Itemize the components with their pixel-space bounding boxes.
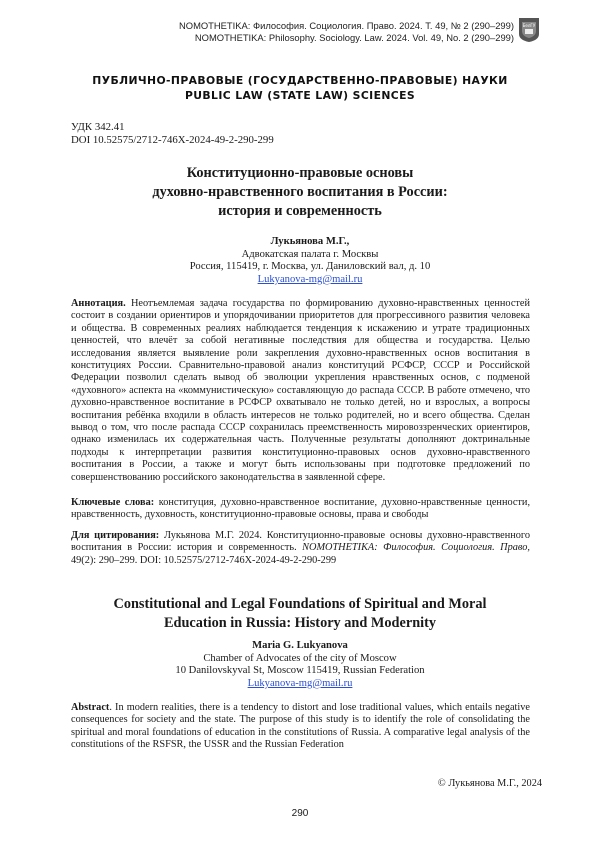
title-line: Constitutional and Legal Foundations of Spiritual and Moral [113,596,487,612]
citation-journal: NOMOTHETIKA: Философия. Социология. Право, [302,542,530,554]
page-number: 290 [291,808,309,819]
citation-label: Для цитирования: [71,530,160,541]
journal-header [60,20,514,43]
keywords-label: Ключевые слова: [71,497,155,508]
title-line: история и современность [218,203,382,219]
author-block-ru [160,236,460,286]
section-title-ru: ПУБЛИЧНО-ПРАВОВЫЕ (ГОСУДАРСТВЕННО-ПРАВОВЫЕ) НАУКИ [92,74,508,87]
journal-header-en: NOMOTHETIKA: Philosophy. Sociology. Law. 2024. Vol. 49, No. 2 (290–299) [194,31,514,43]
journal-header-ru: NOMOTHETIKA: Философия. Социология. Право. 2024. Т. 49, № 2 (290–299) [179,20,514,31]
author-affiliation-en: Chamber of Advocates of the city of Moscow [203,652,397,664]
article-title-ru [60,164,540,221]
keywords-ru [71,497,530,522]
citation-tail: 49(2): 290–299. DOI: 10.52575/2712-746X-2024-49-2-290-299 [71,554,337,566]
copyright-notice: © Лукьянова М.Г., 2024 [437,778,542,789]
university-logo-icon [518,17,540,43]
title-line: Education in Russia: History and Modernity [163,615,437,631]
section-title-en: PUBLIC LAW (STATE LAW) SCIENCES [184,89,416,102]
title-line: Конституционно-правовые основы [186,165,414,181]
doi: DOI 10.52575/2712-746X-2024-49-2-290-299 [71,134,274,146]
abstract-label: Аннотация. [71,298,126,309]
article-title-en [60,595,540,633]
author-address-en: 10 Danilovskyval St, Moscow 115419, Russian Federation [175,665,425,677]
svg-text:БелГУ: БелГУ [522,23,536,28]
citation-text: Лукьянова М.Г. 2024. Конституционно-правовые основы духовно-нравственного воспитания в России: история и современность. [71,530,531,554]
abstract-label-en: Abstract [71,702,110,713]
author-block-en [120,640,480,690]
author-name: Лукьянова М.Г., [270,236,350,247]
udk-code: УДК 342.41 [71,121,125,133]
title-line: духовно-нравственного воспитания в России: [152,184,448,200]
author-name-en: Maria G. Lukyanova [252,640,348,651]
article-meta [71,121,274,147]
citation-ru [71,530,530,567]
keywords-text: конституция, духовно-нравственное воспитание, духовно-нравственные ценности, нравственность, духовность, конституционно-правовые основы, права и свободы [71,497,531,521]
abstract-text-en: . In modern realities, there is a tendency to distort and lose traditional values, which entails negative consequences for society and the state. The purpose of this study is to identify the role of consolidating the spiritual and moral foundations of education in the constitutions of Russia. A comparative legal analysis of the constitutions of the RSFSR, the USSR and the Russian Federation [71,702,530,751]
section-title [60,73,540,103]
author-email-link[interactable]: Lukyanova-mg@mail.ru [257,273,363,285]
abstract-en [71,702,530,752]
author-address: Россия, 115419, г. Москва, ул. Даниловский вал, д. 10 [189,261,431,273]
author-affiliation: Адвокатская палата г. Москвы [241,248,379,260]
author-email-link-en[interactable]: Lukyanova-mg@mail.ru [247,677,353,689]
abstract-ru [71,298,530,484]
abstract-text: Неотъемлемая задача государства по формированию духовно-нравственных ценностей состоит в создании ориентиров и упорядочивании приоритетов для прогрессивного развития человека и общества. В современных реалиях наблюдается тенденция к искажению и утрате традиционных ценностей, что влечёт за собой негативные последствия для общества и государства. Целью исследования является выявление роли закрепления духовно-нравственных основ воспитания в конституциях России. Сравнительно-правовой анализ конституций РСФСР, СССР и Российской Федерации позволил сделать вывод об эволюции укрепления нравственных основ, с подменой «духовного» аспекта на «коммунистическую» составляющую до распада СССР. В работе отмечено, что духовно-нравственное воспитание в РСФСР охватывало не только детей, но и взрослых, а вопросы воспитания ребёнка входили в область интересов не только родителей, но и всего общества. Сделан вывод о том, что после распада СССР сохранилась преемственность мировоззренческих ориентиров, однако изменилась их содержательная часть. Полученные результаты дополняют доктринальные подходы к интерпретации развития конституционно-правовых основ духовно-нравственного воспитания в России, а также и могут быть использованы при подготовке предложений по совершенствованию российского законодательства в заявленной сфере. [71,298,530,483]
